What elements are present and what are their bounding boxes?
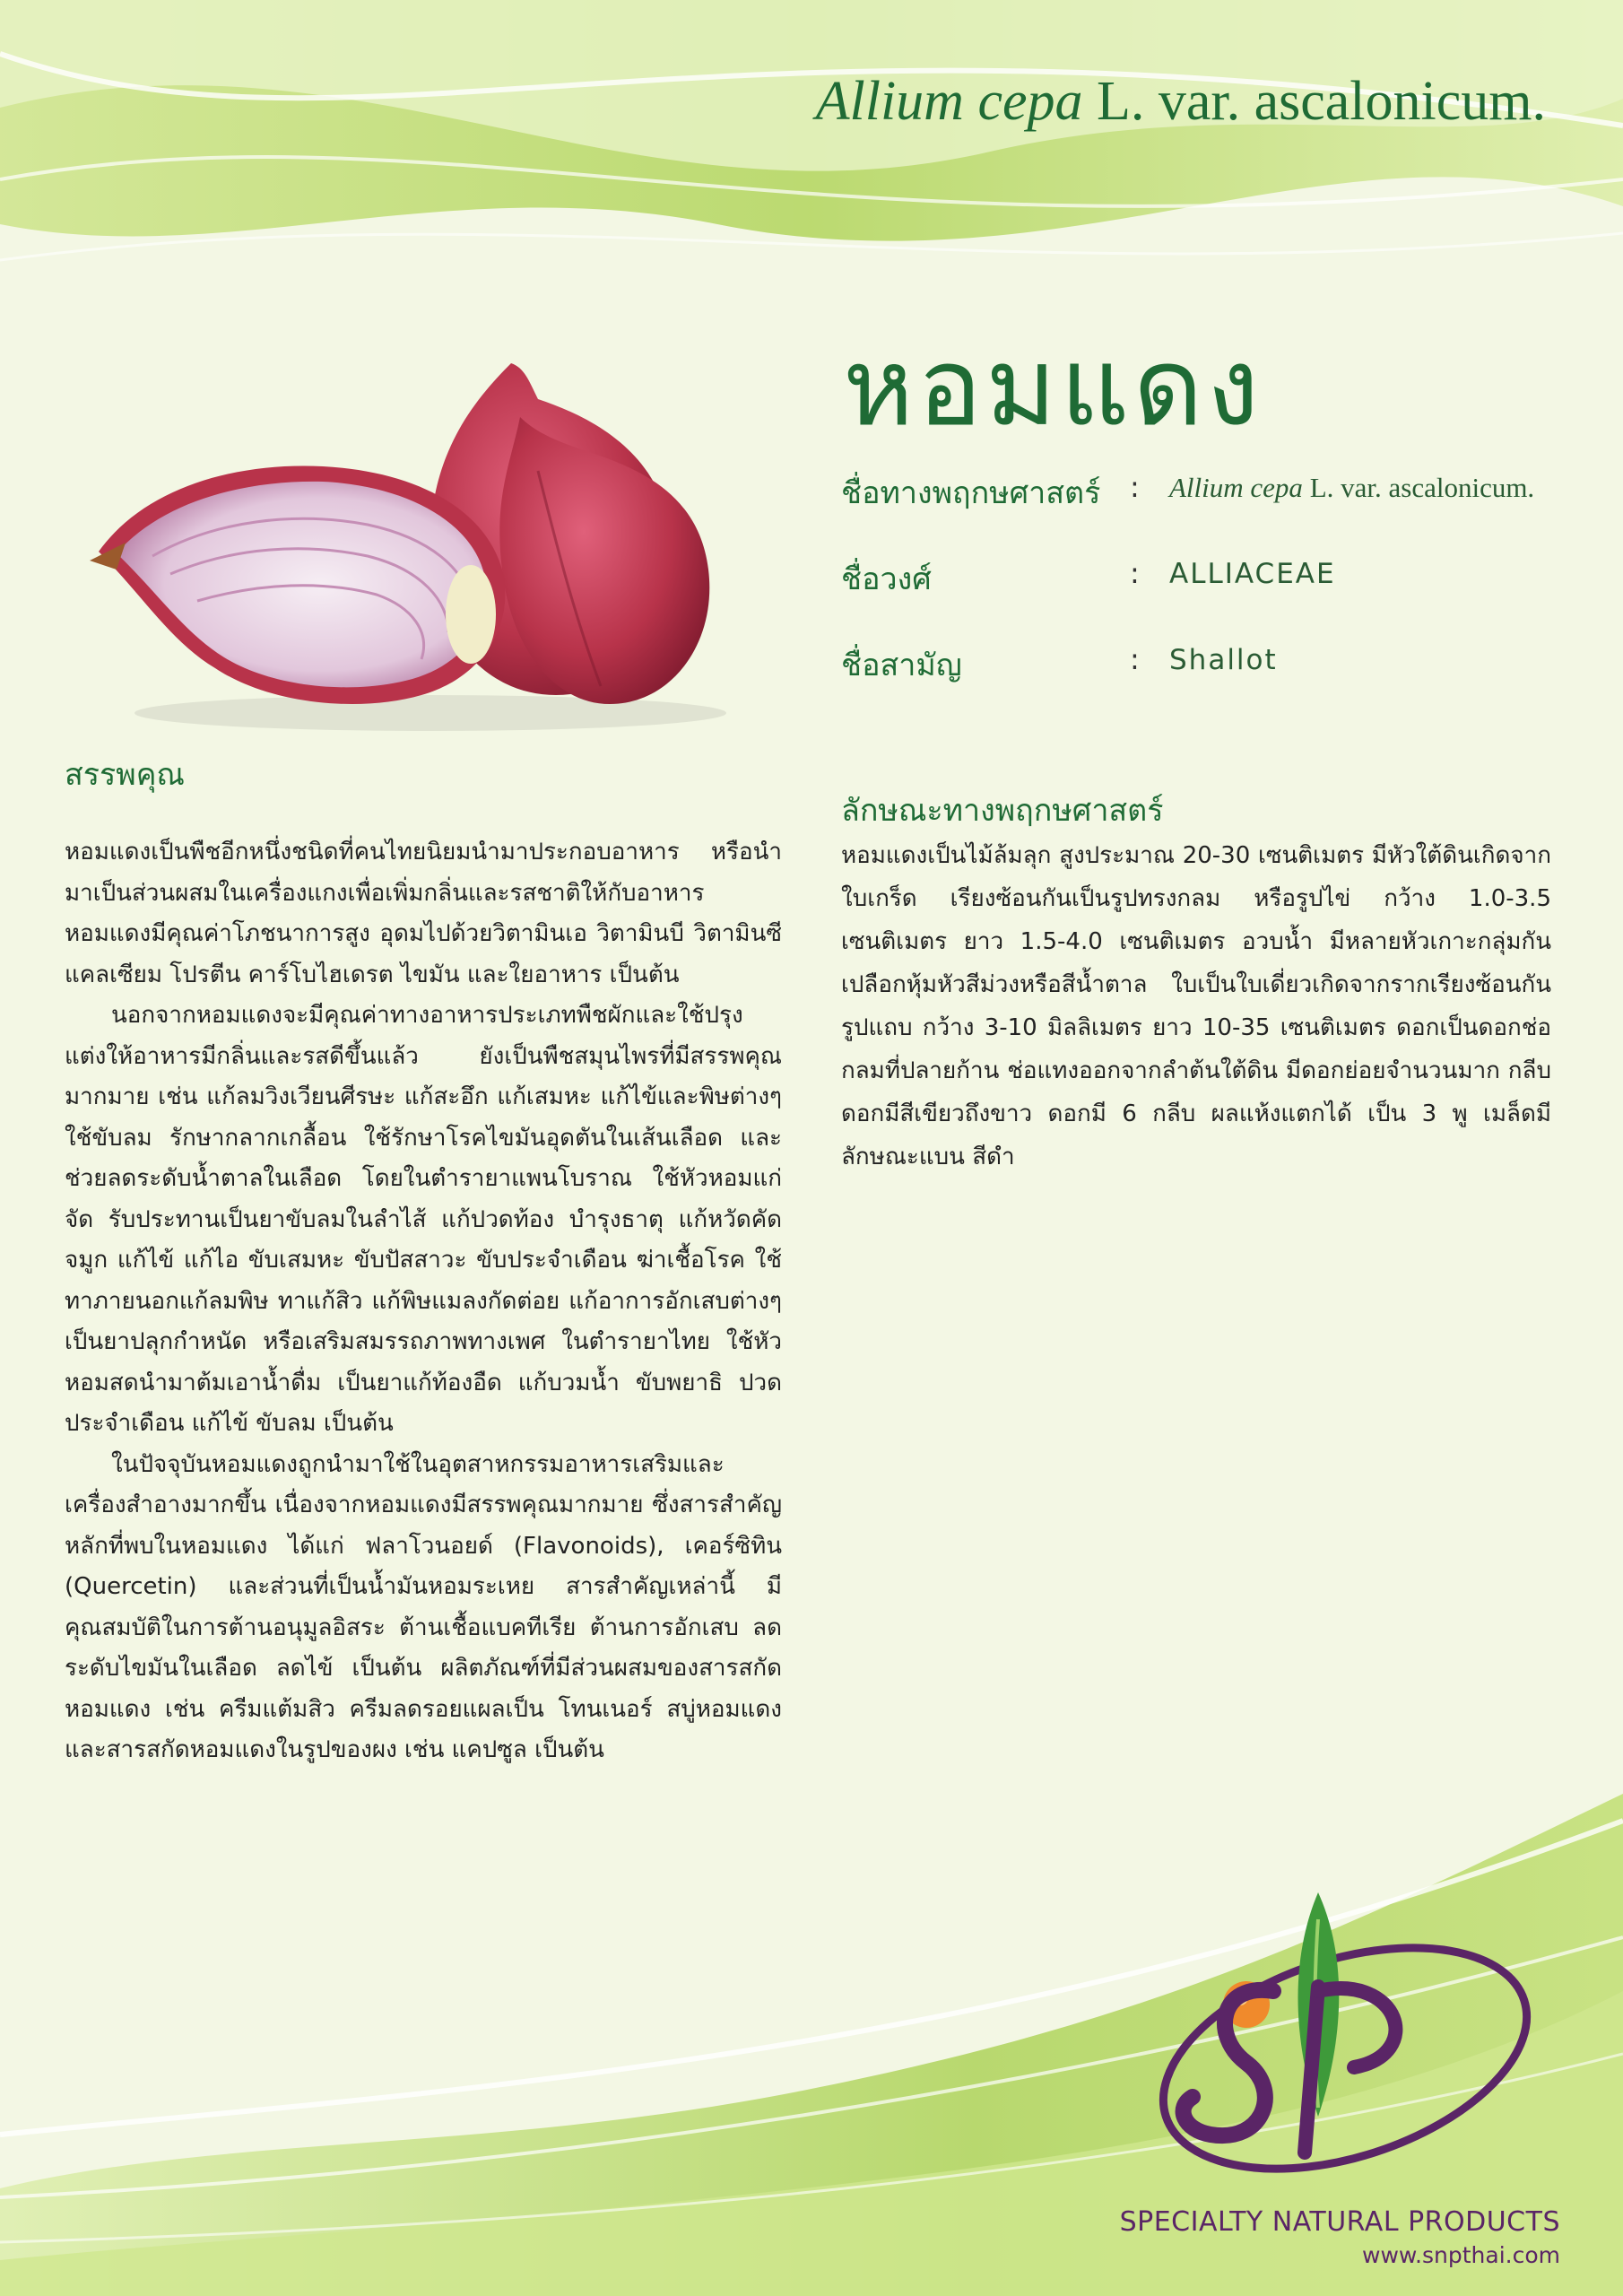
info-colon: : bbox=[1130, 470, 1140, 504]
info-row-common-name bbox=[841, 640, 1576, 726]
info-value: Allium cepa L. var. ascalonicum. bbox=[1169, 472, 1535, 503]
info-colon: : bbox=[1130, 556, 1140, 590]
botany-title: ลักษณะทางพฤกษศาสตร์ bbox=[841, 793, 1164, 829]
latin-title: Allium cepa L. var. ascalonicum. bbox=[815, 71, 1546, 132]
benefits-paragraph-1: หอมแดงเป็นพืชอีกหนึ่งชนิดที่คนไทยนิยมนำมาประกอบอาหาร หรือนำมาเป็นส่วนผสมในเครื่องแกงเพื่อเพิ่มกลิ่นและรสชาติให้กับอาหาร หอมแดงมีคุณค่าโภชนาการสูง อุดมไปด้วยวิตามินเอ วิตามินบี วิตามินซี แคลเซียม โปรตีน คาร์โบไฮเดรต ไขมัน และใยอาหาร เป็นต้น bbox=[65, 839, 782, 988]
info-table bbox=[841, 468, 1576, 726]
info-colon: : bbox=[1130, 642, 1140, 676]
brand-name: SPECIALTY NATURAL PRODUCTS bbox=[1119, 2206, 1560, 2238]
info-row-botanical-name bbox=[841, 468, 1576, 554]
benefits-title: สรรพคุณ bbox=[65, 757, 185, 793]
info-label: ชื่อทางพฤกษศาสตร์ bbox=[841, 475, 1101, 511]
benefits-paragraph-3: ในปัจจุบันหอมแดงถูกนำมาใช้ในอุตสาหกรรมอาหารเสริมและเครื่องสำอางมากขึ้น เนื่องจากหอมแดงมีสรรพคุณมากมาย ซึ่งสารสำคัญหลักที่พบในหอมแดง ได้แก่ ฟลาโวนอยด์ (Flavonoids), เคอร์ซิทิน (Quercetin) และส่วนที่เป็นน้ำมันหอมระเหย สารสำคัญเหล่านี้ มีคุณสมบัติในการต้านอนุมูลอิสระ ต้านเชื้อแบคทีเรีย ต้านการอักเสบ ลดระดับไขมันในเลือด ลดไข้ เป็นต้น ผลิตภัณฑ์ที่มีส่วนผสมของสารสกัดหอมแดง เช่น ครีมแต้มสิว ครีมลดรอยแผลเป็น โทนเนอร์ สบู่หอมแดง และสารสกัดหอมแดงในรูปของผง เช่น แคปซูล เป็นต้น bbox=[65, 1450, 782, 1763]
info-label: ชื่อวงศ์ bbox=[841, 561, 932, 597]
benefits-body bbox=[65, 832, 782, 1771]
info-value: ALLIACEAE bbox=[1169, 558, 1336, 590]
benefits-paragraph-2: นอกจากหอมแดงจะมีคุณค่าทางอาหารประเภทพืชผักและใช้ปรุงแต่งให้อาหารมีกลิ่นและรสดีขึ้นแล้ว ยังเป็นพืชสมุนไพรที่มีสรรพคุณมากมาย เช่น แก้ลมวิงเวียนศีรษะ แก้สะอึก แก้เสมหะ แก้ไข้และพิษต่างๆ ใช้ขับลม รักษากลากเกลื้อน ใช้รักษาโรคไขมันอุดตันในเส้นเลือด และช่วยลดระดับน้ำตาลในเลือด โดยในตำรายาแพนโบราณ ใช้หัวหอมแก่จัด รับประทานเป็นยาขับลมในลำไส้ แก้ปวดท้อง บำรุงธาตุ แก้หวัดคัดจมูก แก้ไข้ แก้ไอ ขับเสมหะ ขับปัสสาวะ ขับประจำเดือน ฆ่าเชื้อโรค ใช้ทาภายนอกแก้ลมพิษ ทาแก้สิว แก้พิษแมลงกัดต่อย แก้อาการอักเสบต่างๆ เป็นยาปลุกกำหนัด หรือเสริมสมรรถภาพทางเพศ ในตำรายาไทย ใช้หัวหอมสดนำมาต้มเอาน้ำดื่ม เป็นยาแก้ท้องอืด แก้บวมน้ำ ขับพยาธิ ปวดประจำเดือน แก้ไข้ ขับลม เป็นต้น bbox=[65, 1002, 782, 1437]
info-value: Shallot bbox=[1169, 644, 1278, 676]
info-label: ชื่อสามัญ bbox=[841, 648, 962, 683]
brand-url[interactable]: www.snpthai.com bbox=[1362, 2242, 1560, 2268]
shallot-image bbox=[90, 345, 735, 740]
botany-body: หอมแดงเป็นไม้ล้มลุก สูงประมาณ 20-30 เซนติเมตร มีหัวใต้ดินเกิดจากใบเกร็ด เรียงซ้อนกันเป็นรูปทรงกลม หรือรูปไข่ กว้าง 1.0-3.5 เซนติเมตร ยาว 1.5-4.0 เซนติเมตร อวบน้ำ มีหลายหัวเกาะกลุ่มกัน เปลือกหุ้มหัวสีม่วงหรือสีน้ำตาล ใบเป็นใบเดี่ยวเกิดจากรากเรียงซ้อนกัน รูปแถบ กว้าง 3-10 มิลลิเมตร ยาว 10-35 เซนติเมตร ดอกเป็นดอกช่อกลมที่ปลายก้าน ช่อแทงออกจากลำต้นใต้ดิน มีดอกย่อยจำนวนมาก กลีบดอกมีสีเขียวถึงขาว ดอกมี 6 กลีบ ผลแห้งแตกได้ เป็น 3 พู เมล็ดมีลักษณะแบน สีดำ bbox=[841, 842, 1551, 1170]
page-title: หอมแดง bbox=[843, 326, 1263, 450]
info-row-family bbox=[841, 554, 1576, 640]
snp-logo bbox=[1112, 1883, 1542, 2215]
